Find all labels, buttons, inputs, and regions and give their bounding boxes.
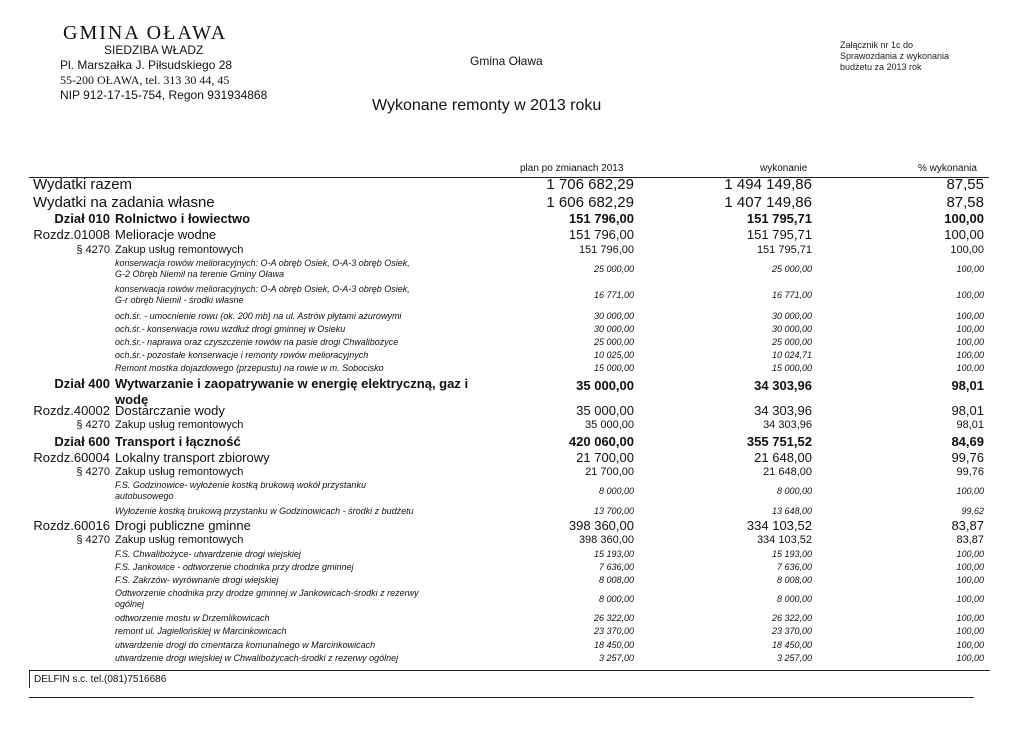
execution-value: 8 000,00 [776,486,812,496]
execution-value: 7 636,00 [776,562,812,572]
execution-value: 334 103,52 [746,518,812,533]
bottom-rule [29,697,974,698]
row-description: Drogi publiczne gminne [115,518,251,533]
row-code: Rozdz.60004 [33,450,110,465]
percent-value: 100,00 [956,290,984,300]
row-code: § 4270 [76,534,110,546]
row-code: Rozdz.01008 [33,227,110,242]
execution-value: 26 322,00 [771,613,812,623]
execution-value: 25 000,00 [771,337,812,347]
row-description: Dostarczanie wody [115,403,225,418]
plan-value: 1 606 682,29 [546,194,634,211]
row-description: utwardzenie drogi wiejskiej w Chwalibożycach-środki z rezerwy ogólnej [115,653,399,663]
execution-value: 10 024,71 [771,350,812,360]
execution-value: 30 000,00 [771,311,812,321]
plan-value: 10 025,00 [593,350,634,360]
row-description: utwardzenie drogi do cmentarza komunalnego w Marcinkowicach [115,640,376,650]
row-code: § 4270 [76,419,110,431]
attachment-line-2: Sprawozdania z wykonania [840,51,950,61]
row-code: Dział 400 [54,376,110,391]
plan-value: 15 000,00 [593,363,634,373]
row-description: Odtworzenie chodnika przy drodze gminnej w Jankowicach-środki z rezerwy [115,588,419,598]
plan-value: 21 700,00 [576,450,634,465]
percent-value: 87,58 [946,194,984,211]
percent-value: 100,00 [956,337,984,347]
row-description: Wyłożenie kostką brukową przystanku w Godzinowicach - środki z budżetu [115,506,414,516]
plan-value: 35 000,00 [576,403,634,418]
plan-value: 13 700,00 [593,506,634,516]
percent-value: 99,76 [956,466,984,478]
footer-box [29,670,990,688]
column-plan-header: plan po zmianach 2013 [520,163,624,174]
row-description-cont: autobusowego [115,491,174,501]
seat-line: SIEDZIBA WŁADZ [104,43,204,57]
column-exec-header: wykonanie [760,163,808,174]
percent-value: 100,00 [956,594,984,604]
plan-value: 151 796,00 [568,211,634,226]
row-description: Zakup usług remontowych [115,419,244,431]
printer-footer: DELFIN s.c. tel.(081)7516686 [34,674,167,685]
nip-line: NIP 912-17-15-754, Regon 931934868 [60,88,268,102]
row-description: Wydatki na zadania własne [33,194,215,211]
row-description-cont: wodę [115,392,149,407]
execution-value: 151 795,71 [746,211,812,226]
plan-value: 8 000,00 [598,486,634,496]
row-description: och.śr.- pozostałe konserwacje i remonty rowów melioracyjnych [115,350,369,360]
row-code: § 4270 [76,244,110,256]
row-description: remont ul. Jagiellońskiej w Marcinkowicach [115,626,287,636]
execution-value: 21 648,00 [754,450,812,465]
percent-value: 84,69 [951,434,984,449]
execution-value: 21 648,00 [763,466,812,478]
row-description: och.śr.- konserwacja rowu wzdłuż drogi gminnej w Osieku [115,324,346,334]
attachment-line-1: Załącznik nr 1c do [840,40,914,50]
execution-value: 8 000,00 [776,594,812,604]
percent-value: 87,55 [946,176,984,193]
plan-value: 151 796,00 [568,227,634,242]
execution-value: 1 494 149,86 [724,176,812,193]
plan-value: 8 000,00 [598,594,634,604]
percent-value: 98,01 [951,403,984,418]
city-line: 55-200 OŁAWA, tel. 313 30 44, 45 [60,73,230,87]
row-description: Zakup usług remontowych [115,466,244,478]
row-code: Dział 600 [54,434,110,449]
percent-value: 100,00 [956,363,984,373]
row-description: Remont mostka dojazdowego (przepustu) na rowie w m. Sobocisko [115,363,384,373]
plan-value: 398 360,00 [568,518,634,533]
row-description: konserwacja rowów melioracyjnych: O-A obręb Osiek, O-A-3 obręb Osiek, [115,284,410,294]
row-description: odtworzenie mostu w Drzemlikowicach [115,613,270,623]
row-description: och.śr. - umocnienie rowu (ok. 200 mb) na ul. Astrów płytami ażurowymi [115,311,402,321]
row-description: F.S. Zakrzów- wyrównanie drogi wiejskiej [115,575,279,585]
plan-value: 420 060,00 [568,434,634,449]
execution-value: 151 795,71 [756,244,812,256]
percent-value: 100,00 [956,311,984,321]
percent-value: 98,01 [951,378,984,393]
row-code: Dział 010 [54,211,110,226]
execution-value: 1 407 149,86 [724,194,812,211]
percent-value: 100,00 [956,549,984,559]
row-description-cont: G-2 Obręb Niemil na terenie Gminy Oława [115,269,285,279]
execution-value: 355 751,52 [746,434,812,449]
plan-value: 25 000,00 [593,337,634,347]
row-code: Rozdz.40002 [33,403,110,418]
percent-value: 100,00 [956,613,984,623]
row-description: Melioracje wodne [115,227,217,242]
execution-value: 13 648,00 [771,506,812,516]
plan-value: 23 370,00 [593,626,634,636]
header-rule [29,177,989,178]
percent-value: 83,87 [951,518,984,533]
plan-value: 16 771,00 [593,290,634,300]
plan-value: 25 000,00 [593,264,634,274]
execution-value: 23 370,00 [771,626,812,636]
row-description: Wydatki razem [33,176,133,193]
plan-value: 7 636,00 [598,562,634,572]
attachment-line-3: budżetu za 2013 rok [840,62,922,72]
street-line: Pl. Marszałka J. Piłsudskiego 28 [60,58,233,72]
percent-value: 100,00 [956,640,984,650]
execution-value: 18 450,00 [771,640,812,650]
plan-value: 398 360,00 [578,534,634,546]
execution-value: 34 303,96 [754,378,812,393]
plan-value: 3 257,00 [598,653,634,663]
plan-value: 35 000,00 [585,419,634,431]
percent-value: 100,00 [950,244,984,256]
row-description: Zakup usług remontowych [115,534,244,546]
row-description: Lokalny transport zbiorowy [115,450,270,465]
plan-value: 35 000,00 [576,378,634,393]
execution-value: 30 000,00 [771,324,812,334]
execution-value: 34 303,96 [754,403,812,418]
execution-value: 3 257,00 [776,653,812,663]
execution-value: 25 000,00 [771,264,812,274]
execution-value: 34 303,96 [763,419,812,431]
plan-value: 1 706 682,29 [546,176,634,193]
percent-value: 100,00 [956,264,984,274]
row-description: Wytwarzanie i zaopatrywanie w energię elektryczną, gaz i [115,376,469,391]
execution-value: 15 000,00 [771,363,812,373]
row-description: F.S. Chwalibożyce- utwardzenie drogi wiejskiej [115,549,301,559]
plan-value: 8 008,00 [598,575,634,585]
row-description: F.S. Jankowice - odtworzenie chodnika przy drodze gminnej [115,562,354,572]
percent-value: 100,00 [956,562,984,572]
row-description: Transport i łączność [115,434,241,449]
percent-value: 98,01 [956,419,984,431]
plan-value: 21 700,00 [585,466,634,478]
execution-value: 334 103,52 [756,534,812,546]
gmina-name: GMINA OŁAWA [63,22,228,44]
row-description: Rolnictwo i łowiectwo [115,211,251,226]
percent-value: 99,62 [961,506,984,516]
row-description: konserwacja rowów melioracyjnych: O-A obręb Osiek, O-A-3 obręb Osiek, [115,258,410,268]
plan-value: 26 322,00 [593,613,634,623]
percent-value: 100,00 [956,575,984,585]
plan-value: 15 193,00 [593,549,634,559]
row-description: F.S. Godzinowice- wyłożenie kostką brukową wokół przystanku [115,480,366,490]
percent-value: 100,00 [944,227,984,242]
percent-value: 100,00 [956,486,984,496]
plan-value: 30 000,00 [593,324,634,334]
column-pct-header: % wykonania [918,163,977,174]
percent-value: 100,00 [944,211,984,226]
execution-value: 16 771,00 [771,290,812,300]
row-description: Zakup usług remontowych [115,244,244,256]
municipality-subtitle: Gmina Oława [470,54,543,68]
row-code: Rozdz.60016 [33,518,110,533]
row-description-cont: G-r obręb Niemil - środki własne [115,295,244,305]
page-title: Wykonane remonty w 2013 roku [372,97,602,114]
execution-value: 15 193,00 [771,549,812,559]
percent-value: 100,00 [956,350,984,360]
percent-value: 100,00 [956,626,984,636]
percent-value: 83,87 [956,534,984,546]
row-description-cont: ogólnej [115,599,145,609]
plan-value: 30 000,00 [593,311,634,321]
plan-value: 151 796,00 [578,244,634,256]
row-code: § 4270 [76,466,110,478]
execution-value: 151 795,71 [746,227,812,242]
percent-value: 99,76 [951,450,984,465]
plan-value: 18 450,00 [593,640,634,650]
percent-value: 100,00 [956,653,984,663]
row-description: och.śr.- naprawa oraz czyszczenie rowów na pasie drogi Chwalibożyce [115,337,399,347]
percent-value: 100,00 [956,324,984,334]
execution-value: 8 008,00 [776,575,812,585]
